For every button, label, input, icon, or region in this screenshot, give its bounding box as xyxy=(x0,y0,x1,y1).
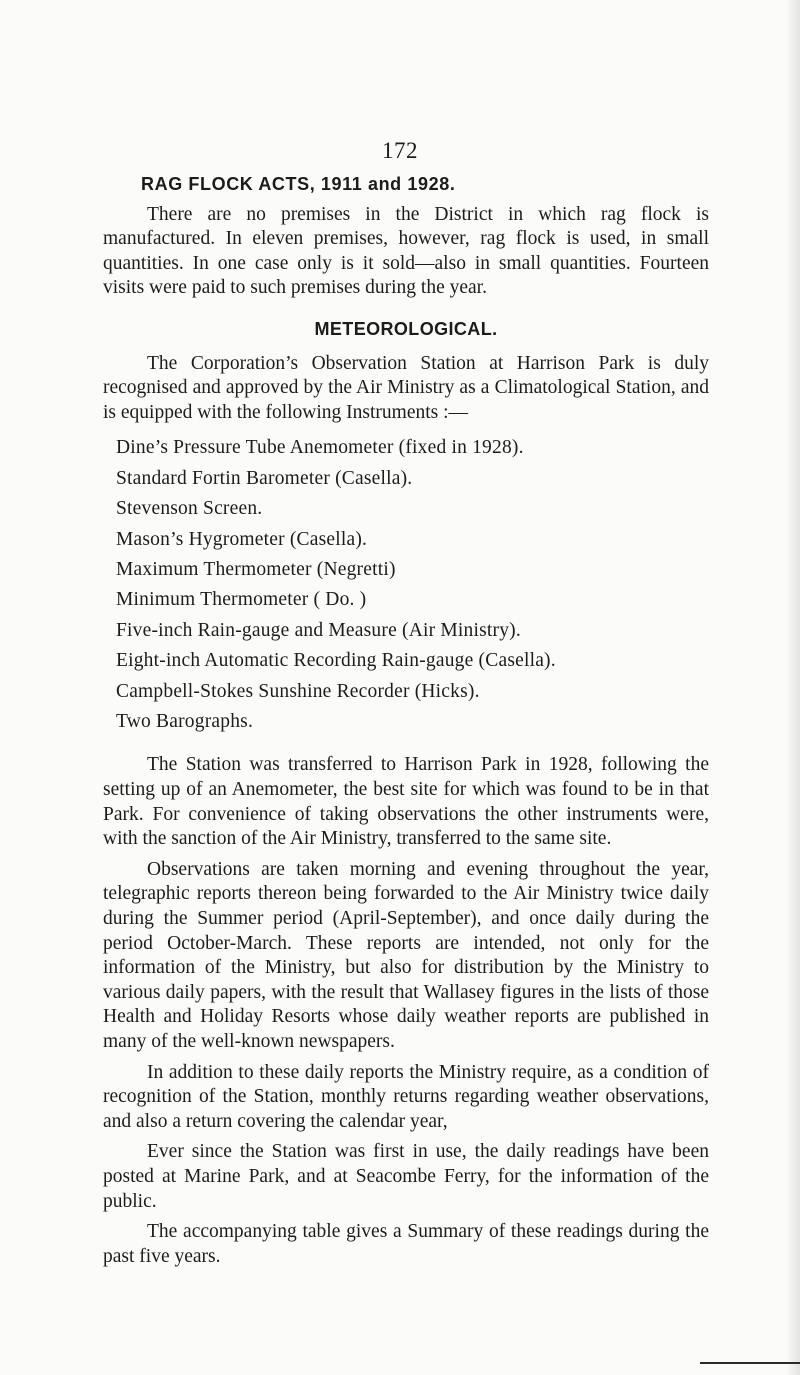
instrument-item: Standard Fortin Barometer (Casella). xyxy=(116,467,413,489)
instrument-item: Eight-inch Automatic Recording Rain-gauge (Casella). xyxy=(116,650,556,672)
instrument-list xyxy=(103,433,709,737)
spacer xyxy=(103,743,709,753)
page-edge-shadow xyxy=(786,0,800,1375)
meteorological-intro: The Corporation’s Observation Station at Harrison Park is duly recognised and approved by the Air Ministry as a Climatological Station, and is equipped with the following Instruments :— xyxy=(103,352,709,423)
page-content xyxy=(103,172,709,1269)
station-transfer-paragraph: The Station was transferred to Harrison Park in 1928, following the setting up of an Anemometer, the best site for which was found to be in that Park. For convenience of taking observations the other instruments were, with the sanction of the Air Ministry, transferred to the same site. xyxy=(103,754,709,850)
bottom-edge-rule xyxy=(700,1362,800,1364)
instrument-item: Minimum Thermometer ( Do. ) xyxy=(116,589,367,611)
meteorological-section xyxy=(103,317,709,1269)
instrument-item: Stevenson Screen. xyxy=(116,498,263,520)
instrument-item: Mason’s Hygrometer (Casella). xyxy=(116,528,368,550)
rag-flock-heading: RAG FLOCK ACTS, 1911 and 1928. xyxy=(141,174,456,194)
rag-flock-paragraph: There are no premises in the District in which rag flock is manufactured. In eleven premises, however, rag flock is used, in small quantities. In one case only is it sold—also in small quantities. Fourteen visits were paid to such premises during the year. xyxy=(103,203,709,299)
page-number: 172 xyxy=(382,138,418,163)
instrument-item: Two Barographs. xyxy=(116,711,254,732)
instrument-item: Five-inch Rain-gauge and Measure (Air Ministry). xyxy=(116,619,521,641)
instrument-item: Maximum Thermometer (Negretti) xyxy=(116,558,396,580)
observations-paragraph: Observations are taken morning and evening throughout the year, telegraphic reports thereon being forwarded to the Air Ministry twice daily during the Summer period (April-September), and once daily during the period October-March. These reports are intended, not only for the information of the Ministry, but also for distribution by the Ministry to various daily papers, with the result that Wallasey figures in the lists of those Health and Holiday Resorts whose daily weather reports are published in many of the well-known newspapers. xyxy=(103,858,709,1052)
summary-table-paragraph: The accompanying table gives a Summary of these readings during the past five years. xyxy=(103,1221,709,1267)
monthly-returns-paragraph: In addition to these daily reports the Ministry require, as a condition of recognition of the Station, monthly returns regarding weather observations, and also a return covering the calendar year, xyxy=(103,1061,709,1132)
instrument-item: Dine’s Pressure Tube Anemometer (fixed in 1928). xyxy=(116,437,524,459)
meteorological-heading: METEOROLOGICAL. xyxy=(314,318,498,339)
rag-flock-section xyxy=(103,172,709,301)
instrument-item: Campbell-Stokes Sunshine Recorder (Hicks). xyxy=(116,680,480,702)
public-readings-paragraph: Ever since the Station was first in use, the daily readings have been posted at Marine Park, and at Seacombe Ferry, for the information of the public. xyxy=(103,1141,709,1212)
